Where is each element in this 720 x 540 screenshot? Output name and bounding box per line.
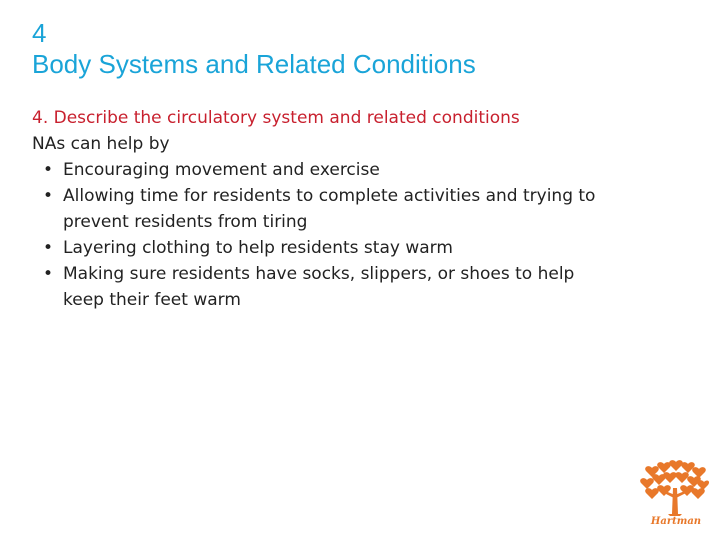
learning-objective: 4. Describe the circulatory system and related conditions	[32, 108, 520, 128]
bullet-dot-icon: •	[43, 186, 54, 206]
bullet-text-continued: keep their feet warm	[63, 290, 241, 310]
bullet-text: Allowing time for residents to complete activities and trying to	[63, 186, 596, 206]
bullet-text: Making sure residents have socks, slippers, or shoes to help	[63, 264, 575, 284]
bullet-list	[32, 157, 702, 313]
bullet-item	[32, 261, 702, 313]
bullet-item	[32, 183, 702, 235]
hartman-logo: Hartman	[650, 516, 702, 527]
bullet-dot-icon: •	[43, 264, 54, 284]
chapter-title: Body Systems and Related Conditions	[32, 49, 476, 79]
bullet-text: Encouraging movement and exercise	[63, 160, 380, 180]
chapter-number: 4	[32, 18, 47, 48]
bullet-item	[32, 157, 702, 183]
slide-content	[32, 105, 702, 313]
bullet-dot-icon: •	[43, 160, 54, 180]
intro-text: NAs can help by	[32, 134, 170, 154]
bullet-item	[32, 235, 702, 261]
bullet-text: Layering clothing to help residents stay warm	[63, 238, 453, 258]
bullet-dot-icon: •	[43, 238, 54, 258]
bullet-text-continued: prevent residents from tiring	[63, 212, 308, 232]
slide-title	[32, 18, 476, 80]
